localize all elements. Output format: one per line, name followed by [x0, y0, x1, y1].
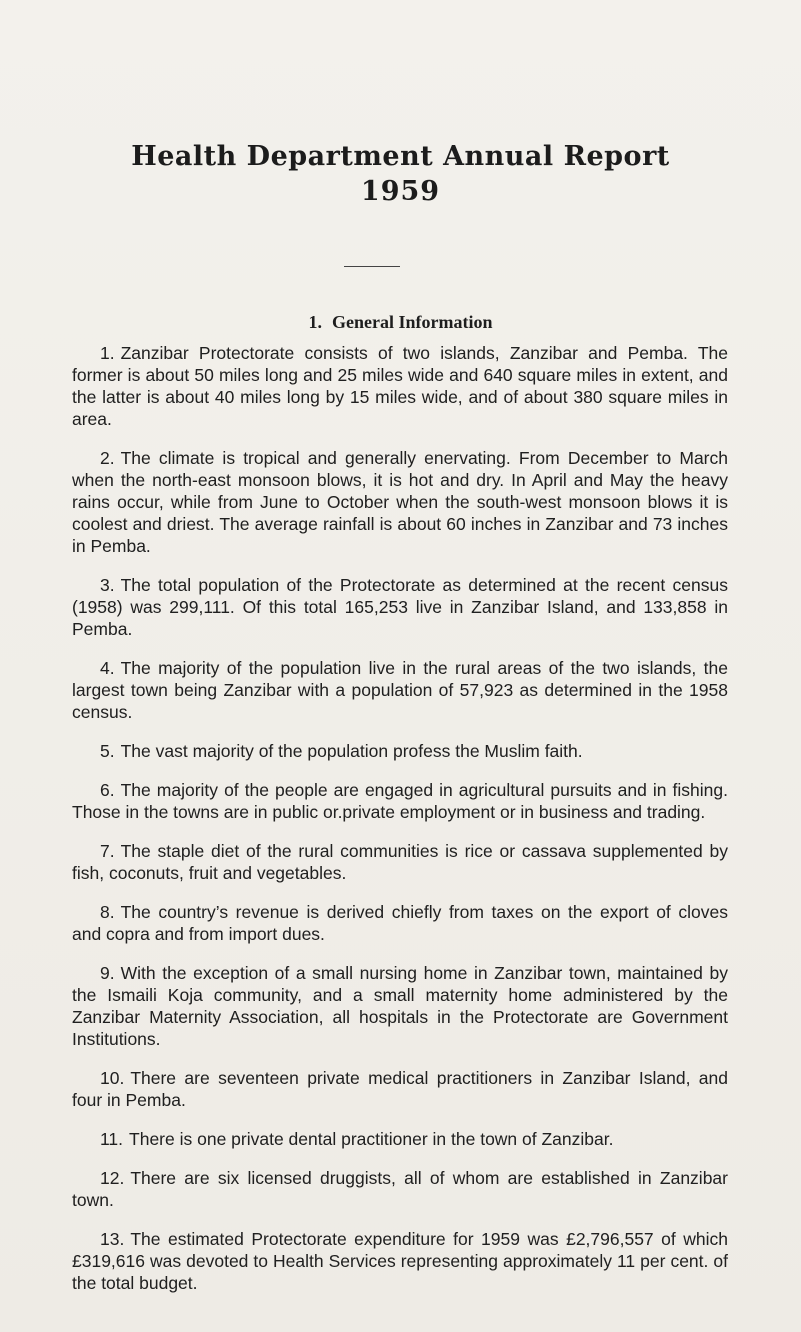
title-divider [344, 266, 400, 267]
paragraph-number: 12. [100, 1168, 125, 1188]
paragraph-2 [72, 447, 728, 557]
paragraph-3 [72, 574, 728, 640]
paragraph-text: There are six licensed druggists, all of whom are established in Zanzibar town. [72, 1168, 728, 1210]
paragraph-text: There is one private dental practitioner in the town of Zanzibar. [129, 1129, 614, 1149]
paragraph-number: 3. [100, 575, 115, 595]
paragraph-12 [72, 1167, 728, 1211]
paragraph-1 [72, 342, 728, 430]
paragraph-text: The estimated Protectorate expenditure for 1959 was £2,796,557 of which £319,616 was devoted to Health Services representing approximately 11 per cent. of the total budget. [72, 1229, 728, 1293]
paragraph-number: 8. [100, 902, 115, 922]
paragraph-7 [72, 840, 728, 884]
paragraph-number: 4. [100, 658, 115, 678]
paragraph-text: The majority of the population live in the rural areas of the two islands, the largest town being Zanzibar with a population of 57,923 as determined in the 1958 census. [72, 658, 728, 722]
paragraph-text: The vast majority of the population profess the Muslim faith. [120, 741, 583, 761]
paragraph-text: The climate is tropical and generally enervating. From December to March when the north-east monsoon blows, it is hot and dry. In April and May the heavy rains occur, while from June to October when the south-west monsoon blows it is coolest and driest. The average rainfall is about 60 inches in Zanzibar and 73 inches in Pemba. [72, 448, 728, 556]
paragraph-text: The staple diet of the rural communities is rice or cassava supplemented by fish, coconuts, fruit and vegetables. [72, 841, 728, 883]
report-title: Health Department Annual Report [131, 141, 670, 172]
paragraph-text: Zanzibar Protectorate consists of two islands, Zanzibar and Pemba. The former is about 50 miles long and 25 miles wide and 640 square miles in extent, and the latter is about 40 miles long by 15 miles wide, and of about 380 square miles in area. [72, 343, 728, 429]
paragraph-9 [72, 962, 728, 1050]
paragraph-number: 13. [100, 1229, 125, 1249]
paragraph-4 [72, 657, 728, 723]
paragraph-text: With the exception of a small nursing home in Zanzibar town, maintained by the Ismaili Koja community, and a small maternity home administered by the Zanzibar Maternity Association, all hospitals in the Protectorate are Government Institutions. [72, 963, 728, 1049]
paragraph-number: 6. [100, 780, 115, 800]
paragraph-6 [72, 779, 728, 823]
report-year: 1959 [360, 176, 441, 207]
paragraph-8 [72, 901, 728, 945]
section-title: General Information [332, 312, 493, 332]
section-heading [0, 312, 801, 333]
paragraph-number: 9. [100, 963, 115, 983]
paragraph-number: 7. [100, 841, 115, 861]
paragraph-number: 1. [100, 343, 115, 363]
paragraph-text: The total population of the Protectorate as determined at the recent census (1958) was 299,111. Of this total 165,253 live in Zanzibar Island, and 133,858 in Pemba. [72, 575, 728, 639]
paragraph-text: The country’s revenue is derived chiefly from taxes on the export of cloves and copra and from import dues. [72, 902, 728, 944]
paragraph-number: 5. [100, 741, 115, 761]
paragraph-list [72, 342, 728, 1311]
paragraph-text: The majority of the people are engaged in agricultural pursuits and in fishing. Those in the towns are in public or.private employment or in business and trading. [72, 780, 728, 822]
paragraph-number: 11. [100, 1129, 124, 1149]
paragraph-10 [72, 1067, 728, 1111]
paragraph-11 [72, 1128, 728, 1150]
section-number: 1. [308, 312, 322, 332]
paragraph-5 [72, 740, 728, 762]
paragraph-number: 10. [100, 1068, 125, 1088]
paragraph-number: 2. [100, 448, 115, 468]
paragraph-text: There are seventeen private medical practitioners in Zanzibar Island, and four in Pemba. [72, 1068, 728, 1110]
paragraph-13 [72, 1228, 728, 1294]
